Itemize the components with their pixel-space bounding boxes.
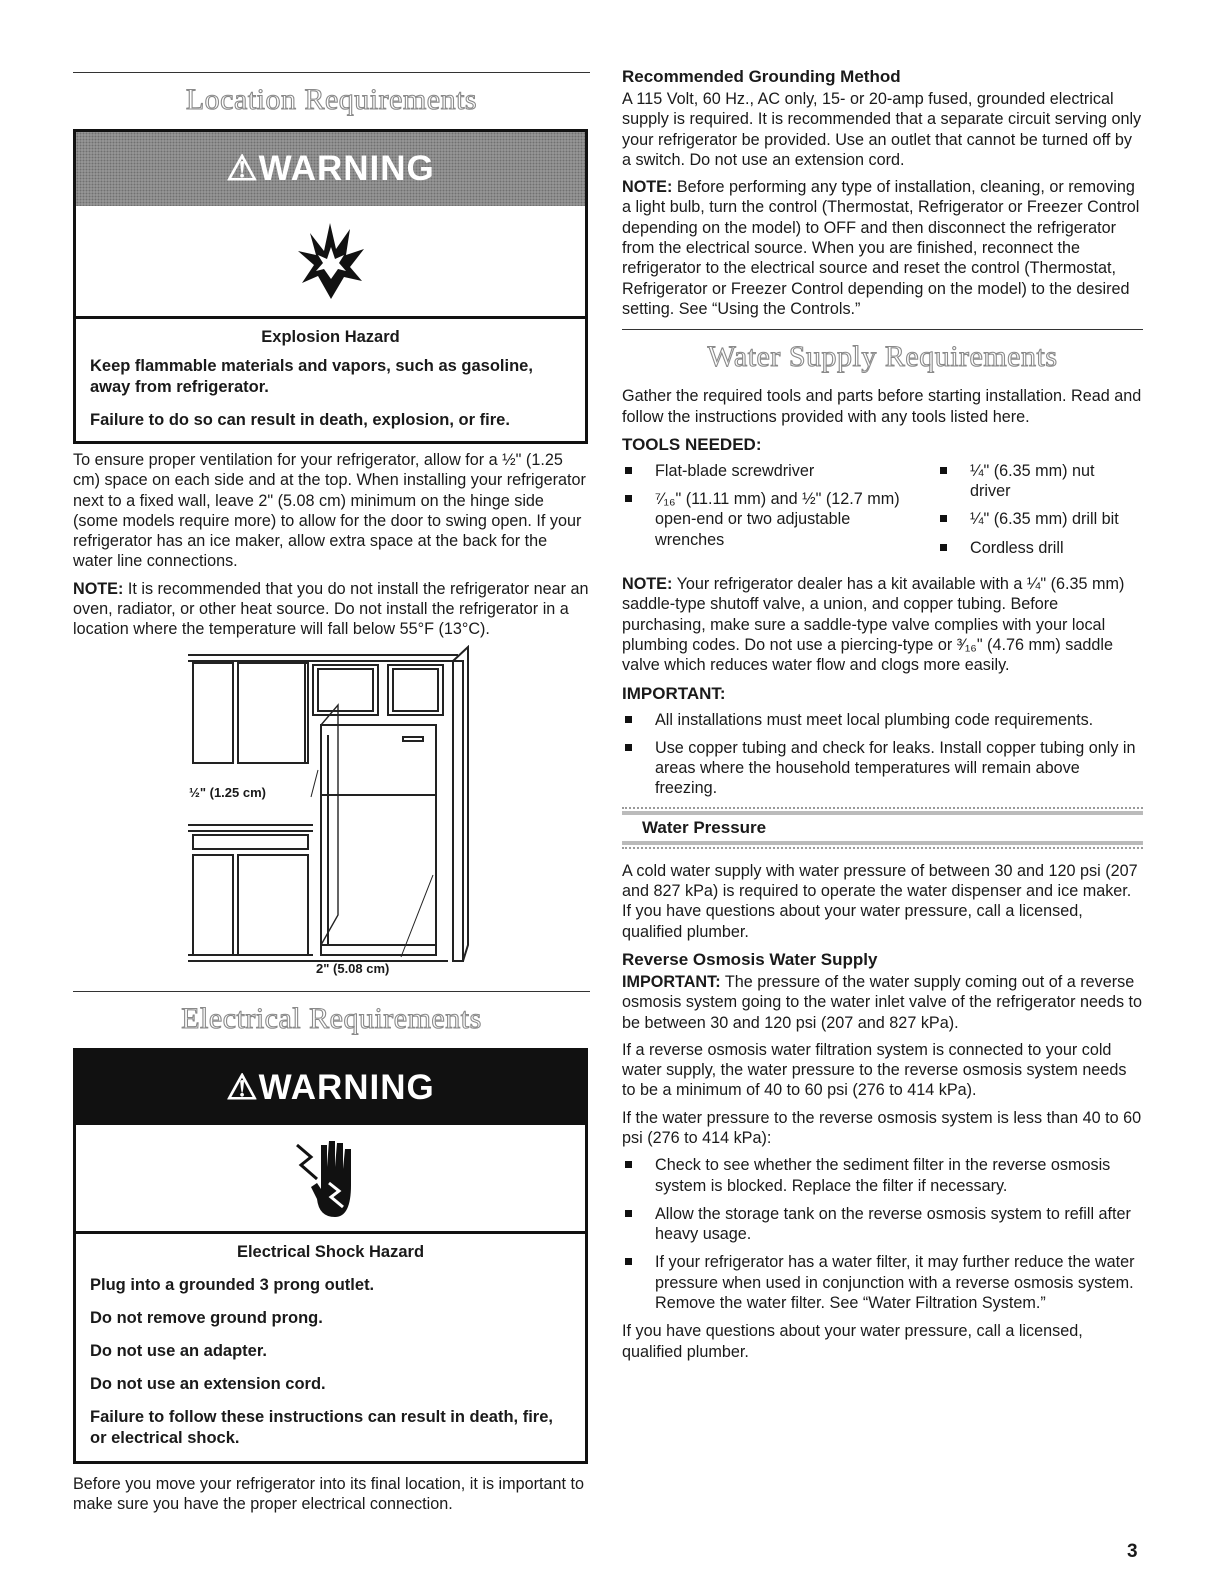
clearance-diagram bbox=[73, 645, 590, 985]
explosion-icon bbox=[296, 221, 366, 301]
warning-line: Plug into a grounded 3 prong outlet. bbox=[90, 1275, 375, 1294]
tools-list-left bbox=[622, 461, 937, 566]
right-column bbox=[622, 66, 1143, 1369]
hazard-title: Explosion Hazard bbox=[261, 328, 400, 346]
warning-header: ⚠WARNING bbox=[76, 1051, 585, 1125]
note-label: NOTE: bbox=[73, 579, 124, 598]
note-label: NOTE: bbox=[622, 575, 673, 594]
warning-line: Do not remove ground prong. bbox=[90, 1308, 323, 1327]
warning-body bbox=[76, 319, 585, 441]
section-divider bbox=[73, 72, 590, 73]
list-item: Cordless drill bbox=[937, 538, 1143, 558]
explosion-warning-box bbox=[73, 129, 588, 444]
pressure-paragraph: A cold water supply with water pressure of between 30 and 120 psi (207 and 827 kPa) is required to operate the water dispenser and ice maker. If you have questions about your water pressure, call a licensed, qualified plumber. bbox=[622, 861, 1138, 941]
tools-list bbox=[622, 461, 1143, 574]
ro-heading: Reverse Osmosis Water Supply bbox=[622, 949, 878, 969]
ro-final-paragraph: If you have questions about your water pressure, call a licensed, qualified plumber. bbox=[622, 1322, 1083, 1361]
important-text: The pressure of the water supply coming out of a reverse osmosis system going to the water inlet valve of the refrigerator needs to be between 30 and 120 psi (207 and 827 kPa). bbox=[622, 972, 1143, 1032]
warning-line: Do not use an extension cord. bbox=[90, 1374, 326, 1393]
hinge-clearance-label: 2" (5.08 cm) bbox=[316, 960, 390, 976]
list-item: ⁷⁄₁₆" (11.11 mm) and ½" (12.7 mm) open-end or two adjustable wrenches bbox=[622, 489, 915, 550]
note-paragraph bbox=[73, 579, 590, 640]
note-text: Before performing any type of installation, cleaning, or removing a light bulb, turn the control (Thermostat, Refrigerator or Freezer Control depending on the model) to OFF and then disconnect the refrigerator from the electrical source. When you are finished, reconnect the refrigerator to the electrical source and reset the control (Thermostat, Refrigerator or Freezer Control depending on the model) to the desired setting. See “Using the Controls.” bbox=[622, 178, 1140, 318]
grounding-paragraph: A 115 Volt, 60 Hz., AC only, 15- or 20-amp fused, grounded electrical supply is required. It is recommended that a separate circuit serving only your refrigerator be provided. Use an outlet that cannot be turned off by a switch. Do not use an extension cord. bbox=[622, 90, 1142, 169]
list-item: Allow the storage tank on the reverse osmosis system to refill after heavy usage. bbox=[622, 1204, 1143, 1245]
warning-line: Do not use an adapter. bbox=[90, 1341, 267, 1360]
grounding-note bbox=[622, 177, 1143, 319]
ro-paragraph: If a reverse osmosis water filtration system is connected to your cold water supply, the water pressure to the reverse osmosis system needs to be a minimum of 40 to 60 psi (276 to 414 kPa). bbox=[622, 1040, 1127, 1100]
cabinet-refrigerator-illustration bbox=[73, 645, 590, 985]
list-item: Use copper tubing and check for leaks. Install copper tubing only in areas where the household temperatures will remain above freezing. bbox=[622, 738, 1143, 799]
list-item: ¼" (6.35 mm) nut driver bbox=[937, 461, 1120, 502]
list-item: Flat-blade screwdriver bbox=[622, 461, 937, 481]
explosion-hazard-area bbox=[76, 206, 585, 319]
warning-line: Failure to do so can result in death, explosion, or fire. bbox=[90, 411, 510, 429]
section-title-electrical: Electrical Requirements bbox=[181, 1001, 482, 1035]
grounding-heading: Recommended Grounding Method bbox=[622, 67, 901, 86]
section-divider bbox=[73, 991, 590, 992]
tools-heading: TOOLS NEEDED: bbox=[622, 434, 762, 454]
ventilation-paragraph: To ensure proper ventilation for your refrigerator, allow for a ½" (1.25 cm) space on each side and at the top. When installing your refrigerator next to a fixed wall, leave 2" (5.08 cm) minimum on the hinge side (some models require more) to allow for the door to swing open. If your refrigerator has an ice maker, allow extra space at the back for the water line connections. bbox=[73, 451, 586, 571]
list-item: If your refrigerator has a water filter, it may further reduce the water pressure when used in conjunction with a reverse osmosis system. Remove the water filter. See “Water Filtration System.” bbox=[622, 1252, 1143, 1313]
electrical-paragraph: Before you move your refrigerator into its final location, it is important to make sure you have the proper electrical connection. bbox=[73, 1474, 585, 1513]
shock-hazard-area bbox=[76, 1125, 585, 1234]
section-divider bbox=[622, 329, 1143, 330]
water-pressure-heading: Water Pressure bbox=[622, 811, 1143, 845]
warning-line: Failure to follow these instructions can result in death, fire, or electrical shock. bbox=[90, 1407, 553, 1447]
kit-note bbox=[622, 574, 1143, 675]
section-title-water-supply: Water Supply Requirements bbox=[707, 340, 1058, 374]
electrical-shock-icon bbox=[291, 1135, 371, 1221]
note-text: Your refrigerator dealer has a kit available with a ¼" (6.35 mm) saddle-type shutoff valve, a union, and copper tubing. Before purchasing, make sure a saddle-type valve complies with your local plumbing codes. Do not use a piercing-type or ³⁄₁₆" (4.76 mm) saddle valve which reduces water flow and clogs more easily. bbox=[622, 575, 1125, 675]
warning-body bbox=[76, 1234, 585, 1461]
electrical-warning-box bbox=[73, 1048, 588, 1464]
water-intro: Gather the required tools and parts before starting installation. Read and follow the instructions provided with any tools listed here. bbox=[622, 387, 1142, 426]
left-column bbox=[73, 60, 590, 1521]
tools-list-right bbox=[937, 461, 1143, 566]
hazard-title: Electrical Shock Hazard bbox=[236, 1242, 425, 1261]
ro-paragraph: If the water pressure to the reverse osmosis system is less than 40 to 60 psi (276 to 414 kPa): bbox=[622, 1108, 1142, 1147]
note-text: It is recommended that you do not install the refrigerator near an oven, radiator, or other heat source. Do not install the refrigerator in a location where the temperature will fall below 55°F (13°C). bbox=[73, 579, 589, 639]
ro-important bbox=[622, 972, 1143, 1033]
list-item: ¼" (6.35 mm) drill bit bbox=[937, 509, 1143, 529]
note-label: NOTE: bbox=[622, 178, 673, 197]
ro-list bbox=[622, 1155, 1143, 1313]
warning-line: Keep flammable materials and vapors, such as gasoline, away from refrigerator. bbox=[90, 357, 533, 396]
warning-header: ⚠WARNING bbox=[76, 132, 585, 206]
section-title-location: Location Requirements bbox=[185, 83, 478, 116]
list-item: Check to see whether the sediment filter in the reverse osmosis system is blocked. Replace the filter if necessary. bbox=[622, 1155, 1143, 1196]
important-heading: IMPORTANT: bbox=[622, 683, 726, 703]
important-list bbox=[622, 710, 1143, 799]
list-item: All installations must meet local plumbing code requirements. bbox=[622, 710, 1143, 730]
page-number: 3 bbox=[1127, 1541, 1138, 1562]
important-label: IMPORTANT: bbox=[622, 972, 721, 991]
side-clearance-label: ½" (1.25 cm) bbox=[189, 784, 266, 800]
water-pressure-band bbox=[622, 807, 1143, 849]
